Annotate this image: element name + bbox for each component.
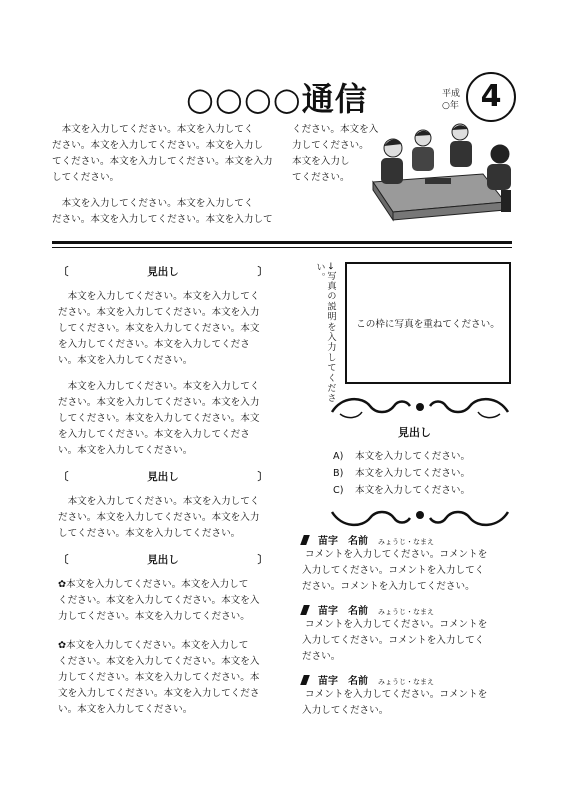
- comment-text-1: コメントを入力してください。コメントを 入力してください。コメントを入力してく ださい。コメントを入力してください。: [302, 549, 488, 592]
- heading-text: 見出し: [147, 471, 179, 483]
- era-label: 平成: [442, 89, 461, 99]
- bracket-open: 〔: [58, 266, 69, 278]
- comment-text-2: コメントを入力してください。コメントを 入力してください。コメントを入力してく ださい。: [302, 619, 488, 662]
- issue-number-badge: 4: [466, 72, 516, 122]
- heading-text: 見出し: [147, 266, 179, 278]
- photo-frame: [345, 262, 511, 384]
- slash-mark-icon: [300, 535, 310, 545]
- list-item: B) 本文を入力してください。: [333, 468, 471, 479]
- heading-text: 見出し: [147, 554, 179, 566]
- era-year: [442, 88, 460, 112]
- bracket-close: 〕: [257, 471, 268, 483]
- slash-mark-icon: [300, 605, 310, 615]
- section-heading-1: [58, 264, 268, 280]
- section1-paragraph-2: 本文を入力してください。本文を入力してく ださい。本文を入力してください。本文を入力 してください。本文を入力してください。本文 を入力してください。本文を入力してくださ い。本文を入力してください。: [58, 381, 260, 456]
- comment-author-1: 苗字 名前 みょうじ・なまえ: [302, 532, 434, 547]
- photo-placeholder-text: この枠に写真を重ねてください。: [356, 319, 500, 330]
- abc-list: [333, 448, 470, 499]
- right-subheading: 見出し: [398, 426, 431, 439]
- divider-thin: [52, 247, 512, 248]
- slash-mark-icon: [300, 675, 310, 685]
- divider-thick: [52, 241, 512, 244]
- comment-author-2: 苗字 名前 みょうじ・なまえ: [302, 602, 434, 617]
- business-meeting-illustration: [365, 120, 515, 230]
- comment-author-3: 苗字 名前 みょうじ・なまえ: [302, 672, 434, 687]
- section-heading-3: [58, 552, 268, 568]
- section2-paragraph-1: 本文を入力してください。本文を入力してく ださい。本文を入力してください。本文を入力 してください。本文を入力してください。: [58, 496, 260, 539]
- intro-paragraph-right: ください。本文を入 力してください。 本文を入力し てください。: [292, 124, 379, 183]
- comment-text-3: コメントを入力してください。コメントを 入力してください。: [302, 689, 488, 716]
- year-label: ○年: [442, 101, 459, 111]
- flourish-ornament-icon: [322, 392, 518, 422]
- list-item: A) 本文を入力してください。: [333, 451, 471, 462]
- intro-paragraph-1: 本文を入力してください。本文を入力してく ださい。本文を入力してください。本文を入力し てください。本文を入力してください。本文を入力 してください。: [52, 124, 273, 183]
- bracket-open: 〔: [58, 471, 69, 483]
- photo-caption: →写真の説明を入力してください。: [314, 262, 336, 404]
- flourish-ornament-icon: [322, 500, 518, 530]
- section-heading-2: [58, 469, 268, 485]
- intro-paragraph-2: 本文を入力してください。本文を入力してく ださい。本文を入力してください。本文を入力して: [52, 198, 273, 225]
- list-item: C) 本文を入力してください。: [333, 485, 471, 496]
- section3-paragraph-1: ✿本文を入力してください。本文を入力して ください。本文を入力してください。本文を入 力してください。本文を入力してください。: [58, 579, 260, 622]
- section1-paragraph-1: 本文を入力してください。本文を入力してく ださい。本文を入力してください。本文を入力 してください。本文を入力してください。本文 を入力してください。本文を入力してくださ い。本文を入力してください。: [58, 291, 260, 366]
- bracket-close: 〕: [257, 266, 268, 278]
- newsletter-title: ○○○○通信: [186, 80, 368, 118]
- bracket-close: 〕: [257, 554, 268, 566]
- section3-paragraph-2: ✿本文を入力してください。本文を入力して ください。本文を入力してください。本文を入 力してください。本文を入力してください。本 文を入力してください。本文を入力してくださ い。本文を入力してください。: [58, 640, 260, 715]
- bracket-open: 〔: [58, 554, 69, 566]
